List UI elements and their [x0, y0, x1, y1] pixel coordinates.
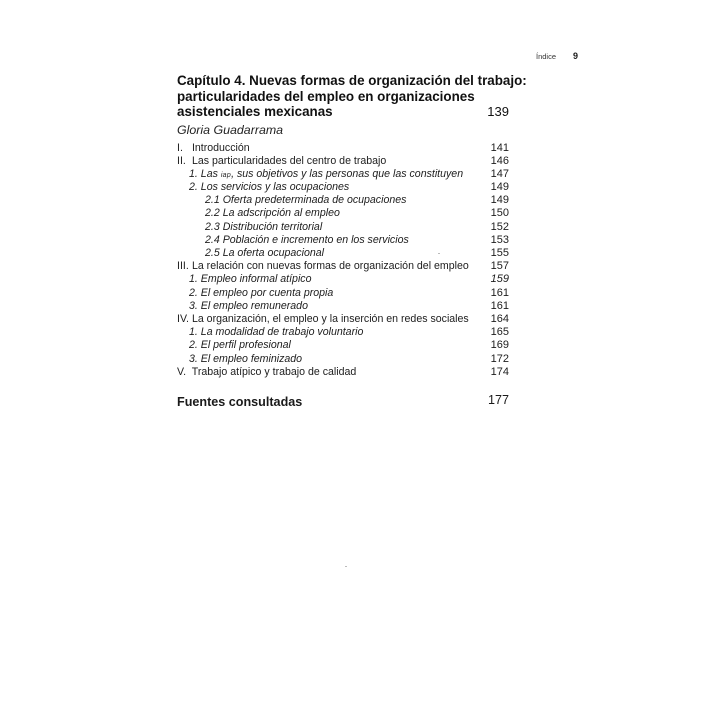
toc-row: [177, 221, 512, 234]
toc-page: 141: [490, 141, 509, 154]
toc-page: 169: [490, 339, 509, 352]
toc-num: I.: [177, 141, 183, 154]
toc-text-smallcaps: iap: [220, 171, 232, 179]
toc-num: 2.3: [205, 220, 220, 233]
toc-num: IV.: [177, 312, 189, 325]
chapter-title-line-1: Capítulo 4. Nuevas formas de organización del trabajo:: [177, 73, 527, 88]
toc-row: [177, 339, 512, 352]
chapter-title-line-2: particularidades del empleo en organizaciones: [177, 88, 475, 104]
toc-text: La oferta ocupacional: [222, 247, 324, 259]
fuentes-page: 177: [487, 392, 509, 407]
chapter-title-line-3: asistenciales mexicanas: [177, 104, 333, 119]
toc-page: 164: [490, 312, 509, 325]
toc-page: 153: [490, 233, 509, 246]
toc-text: El empleo por cuenta propia: [200, 286, 334, 299]
toc-row: [177, 287, 512, 300]
toc-page: 150: [490, 207, 509, 220]
toc-page: 161: [490, 299, 509, 312]
toc-list: [177, 142, 512, 379]
toc-page: 146: [490, 154, 509, 167]
toc-num: 2.: [189, 339, 198, 352]
toc-row: [177, 207, 512, 220]
toc-text: La relación con nuevas formas de organización del empleo: [191, 260, 469, 273]
toc-page: 157: [490, 260, 509, 273]
page-number: 9: [573, 51, 579, 61]
toc-page: 155: [490, 247, 509, 259]
scan-speck: [345, 566, 347, 567]
chapter-page: 139: [487, 104, 509, 119]
scan-speck: [438, 253, 440, 254]
toc-row: [177, 168, 512, 181]
toc-text: Los servicios y las ocupaciones: [200, 181, 350, 194]
toc-text: La adscripción al empleo: [222, 207, 340, 220]
toc-page: 149: [490, 181, 509, 194]
toc-num: 3.: [189, 299, 198, 312]
toc-row: [177, 155, 512, 168]
fuentes-title: Fuentes consultadas: [177, 394, 303, 409]
toc-num: 2.5: [205, 247, 220, 259]
toc-num: 2.2: [205, 207, 220, 220]
toc-page: 161: [490, 286, 509, 299]
toc-num: 3.: [189, 352, 198, 365]
toc-text: El perfil profesional: [200, 339, 291, 352]
toc-row: [177, 234, 512, 247]
toc-num: 2.4: [205, 233, 220, 246]
toc-page: 172: [490, 352, 509, 365]
toc-num: 1.: [189, 326, 198, 339]
toc-num: 2.: [189, 181, 198, 194]
toc-row: [177, 273, 512, 286]
fuentes-entry: [177, 393, 512, 409]
toc-text-pre: Las: [200, 167, 221, 180]
toc-row: [177, 247, 512, 260]
toc-text: La organización, el empleo y la inserción en redes sociales: [191, 312, 469, 325]
toc-num: 2.: [189, 286, 198, 299]
toc-text: El empleo remunerado: [200, 299, 308, 312]
toc-text: Población e incremento en los servicios: [222, 233, 409, 246]
chapter-title: [177, 73, 527, 120]
toc-row: [177, 366, 512, 379]
toc-row: [177, 353, 512, 366]
toc-num: 1.: [189, 167, 198, 180]
toc-text: El empleo feminizado: [200, 352, 303, 365]
toc-row: [177, 300, 512, 313]
toc-page: 152: [490, 220, 509, 233]
toc-page: 149: [490, 194, 509, 207]
toc-num: V.: [177, 365, 187, 378]
toc-text: Empleo informal atípico: [200, 273, 312, 286]
toc-text: Distribución territorial: [222, 220, 323, 233]
toc-text: Oferta predeterminada de ocupaciones: [222, 194, 407, 207]
toc-text-post: , sus objetivos y las personas que las constituyen: [231, 167, 464, 180]
toc-text: Trabajo atípico y trabajo de calidad: [191, 365, 357, 378]
toc-num: II.: [177, 154, 186, 167]
toc-page: 174: [490, 365, 509, 378]
toc-row: [177, 326, 512, 339]
toc-text: La modalidad de trabajo voluntario: [200, 326, 364, 339]
toc-page: 165: [490, 326, 509, 339]
toc-num: III.: [177, 260, 189, 273]
toc-row: [177, 260, 512, 273]
toc-num: 1.: [189, 273, 198, 286]
toc-num: 2.1: [205, 194, 220, 207]
chapter-author: Gloria Guadarrama: [177, 122, 284, 137]
running-head-label: Índice: [536, 52, 557, 61]
toc-row: [177, 181, 512, 194]
toc-text: Introducción: [191, 141, 250, 154]
toc-row: [177, 313, 512, 326]
chapter-entry: [177, 73, 527, 409]
toc-page: 159: [490, 273, 509, 286]
toc-text: Las particularidades del centro de trabajo: [191, 154, 387, 167]
toc-row: [177, 194, 512, 207]
toc-page: 147: [490, 167, 509, 180]
toc-row: [177, 142, 512, 155]
